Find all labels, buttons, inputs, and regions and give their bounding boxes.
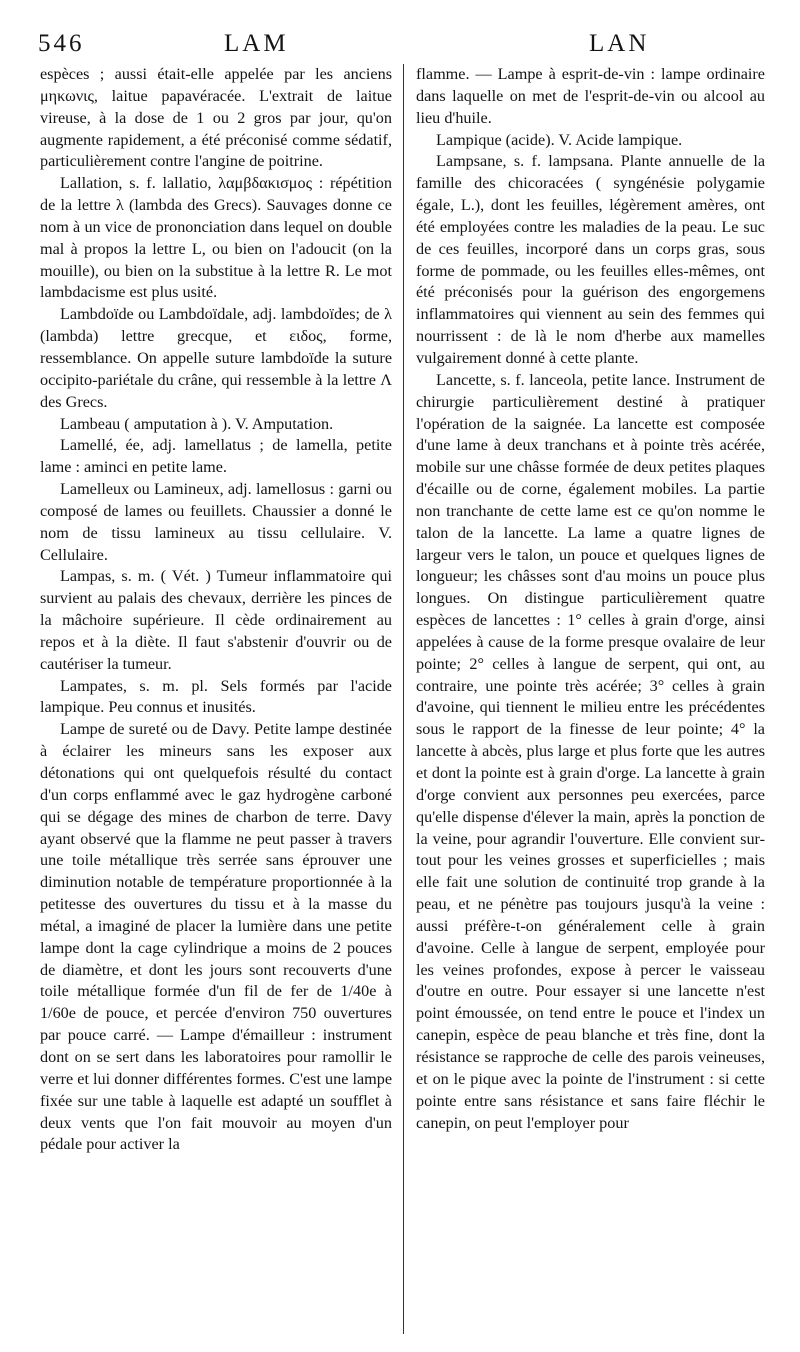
right-running-head: LAN [589,30,650,57]
entry-lampe-de-surete: Lampe de sureté ou de Davy. Petite lampe destinée à éclairer les mineurs sans les exposer aux détonations qui ont quelquefois résulté du contact d'un corps enflammé avec le gaz hydrogène carboné qui se dégage des mines de charbon de terre. Davy ayant observé que la flamme ne peut passer à travers une toile métallique très serrée sans éprouver une diminution notable de température proportionnée à la petitesse des ouvertures du tissu et à la masse du métal, a imaginé de placer la lumière dans une petite lampe dont la cage cylindrique a moins de 2 pouces de diamètre, et dont les jours sont recouverts d'une toile métallique formée d'un fil de fer de 1/40e à 1/60e de pouce, et percée d'environ 750 ouvertures par pouce carré. — Lampe d'émailleur : instrument dont on se sert dans les laboratoires pour ramollir le verre et lui donner différentes formes. C'est une lampe fixée sur une table à laquelle est adapté un soufflet à deux vents que l'on fait mouvoir au moyen d'un pédale pour activer la [40,720,392,1154]
entry-lambdoide: Lambdoïde ou Lambdoïdale, adj. lambdoïdes; de λ (lambda) lettre grecque, et ειδος, forme, ressemblance. On appelle suture lambdoïde la suture occipito-pariétale du crâne, qui ressemble à la lettre Λ des Grecs. [40,305,392,411]
entry-lampas: Lampas, s. m. ( Vét. ) Tumeur inflammatoire qui survient au palais des chevaux, derrière les pinces de la mâchoire supérieure. Il cède ordinairement au repos et à la diète. Il faut s'abstenir d'ouvrir ou de cautériser la tumeur. [40,567,392,673]
entry-lambeau: Lambeau ( amputation à ). V. Amputation. [60,414,334,433]
column-divider [403,64,404,1334]
entry-lallation: Lallation, s. f. lallatio, λαμβδακισμος : répétition de la lettre λ (lambda des Grecs). Sauvages donne ce nom à un vice de prononciation dans lequel on double mal à propos la lettre L, ou bien on l'adoucit (on la mouille), ou bien on la substitue à la lettre R. Le mot lambdacisme est plus usité. [40,174,392,302]
entry-continuation: espèces ; aussi était-elle appelée par les anciens μηκωνις, laitue papavéracée. L'extrait de laitue vireuse, à la dose de 1 ou 2 gros par jour, qu'on augmente rapidement, a été préconisé comme sédatif, particulièrement contre l'angine de poitrine. [40,65,392,171]
running-header [38,30,772,62]
entry-lampsane: Lampsane, s. f. lampsana. Plante annuelle de la famille des chicoracées ( syngénésie polygamie égale, L.), dont les feuilles, légèrement amères, ont été employées contre les maladies de la peau. Le suc de ces feuilles, incorporé dans un corps gras, sous forme de pommade, ou les feuilles elles-mêmes, ont été préconisés pour la guérison des engorgemens inflammatoires qui viennent au sein des femmes qui nourrissent : de là le nom d'herbe aux mamelles vulgairement donné à cette plante. [416,152,765,367]
right-column [416,64,765,1134]
left-running-head: LAM [224,30,289,57]
entry-lamelle: Lamellé, ée, adj. lamellatus ; de lamella, petite lame : aminci en petite lame. [40,436,392,477]
entry-lancette: Lancette, s. f. lanceola, petite lance. Instrument de chirurgie particulièrement destiné à pratiquer l'opération de la saignée. La lancette est composée d'une lame à deux tranchans et à pointe très acérée, mobile sur une châsse formée de deux petites plaques d'écaille ou de corne, également mobiles. La partie non tranchante de cette lame est ce qu'on nomme le talon de la lancette. La lame a quatre lignes de largeur vers le talon, un pouce et quelques lignes de longueur; les châsses sont d'au moins un pouce plus longues. On distingue particulièrement quatre espèces de lancettes : 1° celles à grain d'orge, ainsi appelées à cause de la forme presque ovalaire de leur pointe; 2° celles à langue de serpent, qui ont, au contraire, une pointe très acérée; 3° celles à grain d'avoine, qui tiennent le milieu entre les précédentes sous le rapport de la finesse de leur pointe; 4° la lancette à abcès, plus large et plus forte que les autres et dont la pointe est à grain d'orge. La lancette à grain d'orge convient aux personnes peu exercées, parce qu'elle dispense d'élever la main, après la ponction de la veine, pour agrandir l'ouverture. Elle convient sur-tout pour les veines grosses et superficielles ; mais elle fait une solution de continuité trop grande à la peau, et ne pénètre pas toujours jusqu'à la veine : aussi préfère-t-on généralement celle à grain d'avoine. Celle à langue de serpent, employée pour les veines profondes, expose à percer le vaisseau d'outre en outre. Pour essayer si une lancette n'est point émoussée, on tend entre le pouce et l'index un canepin, espèce de peau blanche et très fine, dont la résistance se rapproche de celle des parois veineuses, et on le pique avec la pointe de l'instrument : si cette pointe entre sans résistance et sans faire fléchir le canepin, on peut l'employer pour [416,370,765,1132]
page-number: 546 [38,30,85,57]
entry-lampique: Lampique (acide). V. Acide lampique. [436,130,683,149]
entry-continuation-right: flamme. — Lampe à esprit-de-vin : lampe ordinaire dans laquelle on met de l'esprit-de-vin ou alcool au lieu d'huile. [416,65,765,127]
left-column [40,64,392,1156]
entry-lampates: Lampates, s. m. pl. Sels formés par l'acide lampique. Peu connus et inusités. [40,676,392,717]
entry-lamelleux: Lamelleux ou Lamineux, adj. lamellosus : garni ou composé de lames ou feuillets. Chaussier a donné le nom de tissu lamineux au tissu cellulaire. V. Cellulaire. [40,480,392,564]
